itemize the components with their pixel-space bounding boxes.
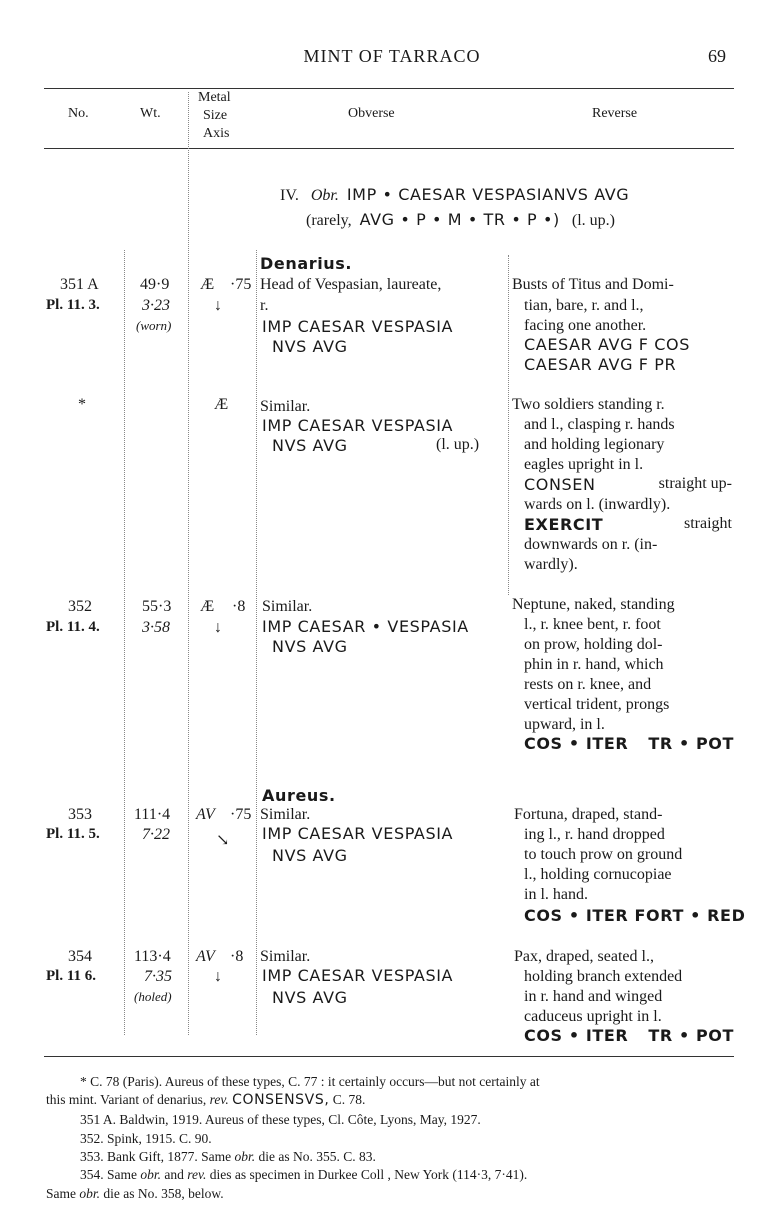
entry-star-marker: * (78, 396, 86, 413)
footnote-star-line-2 (46, 1092, 365, 1108)
footnote-star-line-1: * C. 78 (Paris). Aureus of these types, C. 77 : it certainly occurs—but not certainly at (80, 1074, 540, 1089)
entry-354-no: 354 (68, 948, 92, 965)
footnote-star-legend: CONSENSVS, (232, 1092, 330, 1108)
entry-352-obverse-legend-1: IMP CAESAR • VESPASIA (262, 617, 469, 636)
entry-star-reverse-line-2: and l., clasping r. hands (524, 416, 675, 433)
entry-star-orientation: (l. up.) (436, 436, 480, 453)
footnote-351a: 351 A. Baldwin, 1919. Aureus of these types, Cl. Côte, Lyons, May, 1927. (80, 1112, 481, 1127)
header-bottom-rule (44, 148, 734, 149)
header-reverse: Reverse (592, 106, 638, 121)
entry-352-metal: Æ (200, 598, 215, 615)
footnote-352: 352. Spink, 1915. C. 90. (80, 1131, 212, 1146)
entry-star-reverse-text-5: wardly). (524, 556, 578, 573)
entry-354-reverse-line-1: Pax, draped, seated l., (514, 948, 654, 965)
footnote-354-text: 354. Same (80, 1167, 137, 1182)
header-top-rule (44, 88, 734, 89)
entry-352-reverse-legend-1: COS • ITER (524, 734, 629, 753)
entry-352-reverse-line-5: rests on r. knee, and (524, 676, 652, 693)
entry-353-obverse-desc: Similar. (260, 806, 311, 823)
entry-353-reverse-line-1: Fortuna, draped, stand- (514, 806, 663, 823)
entry-353-reverse-legend: COS • ITER FORT • RED (524, 906, 746, 925)
entry-354-reverse-line-4: caduceus upright in l. (524, 1008, 662, 1025)
entry-354-size: ·8 (230, 948, 244, 965)
footnote-star-ref: C. 78. (332, 1092, 366, 1107)
entry-354-reverse-legend-line (524, 1026, 734, 1045)
col-rule-obverse (508, 255, 509, 595)
section-legend-variant: AVG • P • M • TR • P •) (359, 210, 560, 229)
entry-star-reverse-text-3: straight (684, 515, 732, 532)
section-orientation: (l. up.) (571, 212, 615, 229)
entry-354-obverse-legend-2: NVS AVG (272, 988, 348, 1007)
entry-351a-no: 351 A (60, 276, 99, 293)
entry-351a-reverse-line-1: Busts of Titus and Domi- (512, 276, 674, 293)
footnote-354-obr-2: obr. (79, 1186, 101, 1201)
footnote-rule (44, 1056, 734, 1057)
entry-star-metal: Æ (214, 396, 229, 413)
entry-351a-reverse-line-3: facing one another. (524, 317, 647, 334)
section-heading-line2 (306, 210, 615, 230)
entry-352-reverse-line-6: vertical trident, prongs (524, 696, 670, 713)
group-aureus: Aureus. (262, 786, 336, 805)
entry-star-reverse-text-1: straight up- (658, 475, 732, 492)
running-head: MINT OF TARRACO (303, 46, 481, 66)
header-no: No. (68, 106, 89, 121)
footnote-star-rev: rev. (209, 1092, 229, 1107)
entry-351a-axis: ↓ (214, 297, 222, 314)
entry-star-reverse-legend-2: EXERCIT (524, 515, 604, 534)
entry-351a-metal: Æ (200, 276, 215, 293)
entry-star-reverse-exercit-line (524, 515, 732, 534)
entry-352-reverse-line-1: Neptune, naked, standing (512, 596, 675, 613)
entry-353-axis: ↘ (216, 832, 230, 849)
footnote-354-line-1 (80, 1167, 527, 1183)
entry-352-obverse-legend-2: NVS AVG (272, 637, 348, 656)
header-obverse: Obverse (348, 106, 395, 121)
entry-352-axis: ↓ (214, 619, 222, 636)
col-rule-wt (188, 92, 189, 1035)
entry-353-plate: Pl. 11. 5. (46, 826, 100, 842)
section-number: IV. (280, 187, 299, 204)
footnote-354-line-2 (46, 1186, 224, 1202)
entry-star-obverse-desc: Similar. (260, 398, 311, 415)
footnote-354-ref: dies as specimen in Durkee Coll , New York (114·3, 7·41). (209, 1167, 528, 1182)
footnote-353-obr: obr. (234, 1149, 256, 1164)
entry-351a-reverse-legend-2: CAESAR AVG F PR (524, 355, 677, 374)
header-size: Size (203, 108, 228, 123)
entry-351a-weight-grams: 3·23 (142, 297, 170, 314)
entry-352-reverse-legend-line (524, 734, 734, 753)
footnote-354-die: die as No. 358, below. (103, 1186, 224, 1201)
header-metal: Metal (198, 90, 231, 105)
entry-star-reverse-consen-line (524, 475, 732, 494)
entry-352-reverse-line-3: on prow, holding dol- (524, 636, 663, 653)
footnote-star-text: this mint. Variant of denarius, (46, 1092, 207, 1107)
entry-351a-plate: Pl. 11. 3. (46, 297, 100, 313)
entry-352-reverse-line-2: l., r. knee bent, r. foot (524, 616, 661, 633)
entry-354-reverse-line-2: holding branch extended (524, 968, 683, 985)
entry-353-metal: AV (196, 806, 215, 823)
entry-351a-obverse-legend-2: NVS AVG (272, 337, 348, 356)
entry-354-plate: Pl. 11 6. (46, 968, 97, 984)
entry-353-reverse-line-5: in l. hand. (524, 886, 588, 903)
entry-354-obverse-legend-1: IMP CAESAR VESPASIA (262, 966, 454, 985)
footnote-354-rev: rev. (187, 1167, 207, 1182)
entry-352-size: ·8 (232, 598, 246, 615)
entry-352-weight-grains: 55·3 (142, 598, 172, 615)
page-number: 69 (708, 46, 726, 66)
entry-352-reverse-legend-2: TR • POT (648, 734, 734, 753)
entry-352-reverse-line-4: phin in r. hand, which (524, 656, 664, 673)
entry-star-reverse-line-3: and holding legionary (524, 436, 665, 453)
entry-star-reverse-text-4: downwards on r. (in- (524, 536, 658, 553)
entry-353-weight-grains: 111·4 (134, 806, 171, 823)
footnote-353-ref: die as No. 355. C. 83. (258, 1149, 376, 1164)
entry-353-reverse-line-3: to touch prow on ground (524, 846, 683, 863)
entry-354-reverse-legend-1: COS • ITER (524, 1026, 629, 1045)
entry-353-reverse-line-4: l., holding cornucopiae (524, 866, 672, 883)
entry-star-obverse-legend-2: NVS AVG (272, 436, 348, 455)
entry-star-reverse-line-1: Two soldiers standing r. (512, 396, 665, 413)
group-denarius: Denarius. (260, 254, 353, 273)
section-heading-line1 (280, 185, 629, 205)
footnote-354-same: Same (46, 1186, 76, 1201)
footnote-354-and: and (164, 1167, 184, 1182)
section-legend: IMP • CAESAR VESPASIANVS AVG (346, 185, 630, 204)
entry-352-plate: Pl. 11. 4. (46, 619, 100, 635)
entry-star-reverse-line-4: eagles upright in l. (524, 456, 644, 473)
entry-354-metal: AV (196, 948, 215, 965)
entry-353-weight-grams: 7·22 (142, 826, 170, 843)
entry-353-obverse-legend-1: IMP CAESAR VESPASIA (262, 824, 454, 843)
entry-351a-reverse-legend-1: CAESAR AVG F COS (524, 335, 690, 354)
entry-star-reverse-legend-1: CONSEN (524, 475, 596, 494)
footnote-353 (80, 1149, 376, 1165)
entry-351a-obverse-legend-1: IMP CAESAR VESPASIA (262, 317, 454, 336)
entry-352-reverse-line-7: upward, in l. (524, 716, 605, 733)
entry-351a-obverse-desc: Head of Vespasian, laureate, (260, 276, 442, 293)
entry-353-no: 353 (68, 806, 92, 823)
entry-354-condition: (holed) (134, 989, 172, 1004)
entry-star-obverse-legend-1: IMP CAESAR VESPASIA (262, 416, 454, 435)
entry-354-axis: ↓ (214, 968, 222, 985)
header-wt: Wt. (140, 106, 161, 121)
entry-352-weight-grams: 3·58 (142, 619, 170, 636)
entry-352-no: 352 (68, 598, 92, 615)
section-rarely: (rarely, (306, 212, 352, 229)
footnote-353-text: 353. Bank Gift, 1877. Same (80, 1149, 232, 1164)
entry-354-weight-grains: 113·4 (134, 948, 171, 965)
entry-353-obverse-legend-2: NVS AVG (272, 846, 348, 865)
entry-star-reverse-text-2: wards on l. (inwardly). (524, 496, 671, 513)
footnote-354-obr: obr. (140, 1167, 162, 1182)
entry-351a-weight-grains: 49·9 (140, 276, 170, 293)
col-rule-metal (256, 250, 257, 1035)
entry-351a-size: ·75 (230, 276, 252, 293)
entry-351a-obverse-desc-2: r. (260, 297, 269, 314)
entry-353-size: ·75 (230, 806, 252, 823)
entry-351a-condition: (worn) (136, 318, 172, 333)
header-axis: Axis (203, 126, 230, 141)
entry-354-obverse-desc: Similar. (260, 948, 311, 965)
entry-351a-reverse-line-2: tian, bare, r. and l., (524, 297, 644, 314)
entry-354-reverse-legend-2: TR • POT (648, 1026, 734, 1045)
entry-353-reverse-line-2: ing l., r. hand dropped (524, 826, 665, 843)
entry-354-reverse-line-3: in r. hand and winged (524, 988, 663, 1005)
entry-354-weight-grams: 7·35 (144, 968, 172, 985)
entry-352-obverse-desc: Similar. (262, 598, 313, 615)
col-rule-no (124, 250, 125, 1035)
section-obr: Obr. (310, 187, 339, 204)
